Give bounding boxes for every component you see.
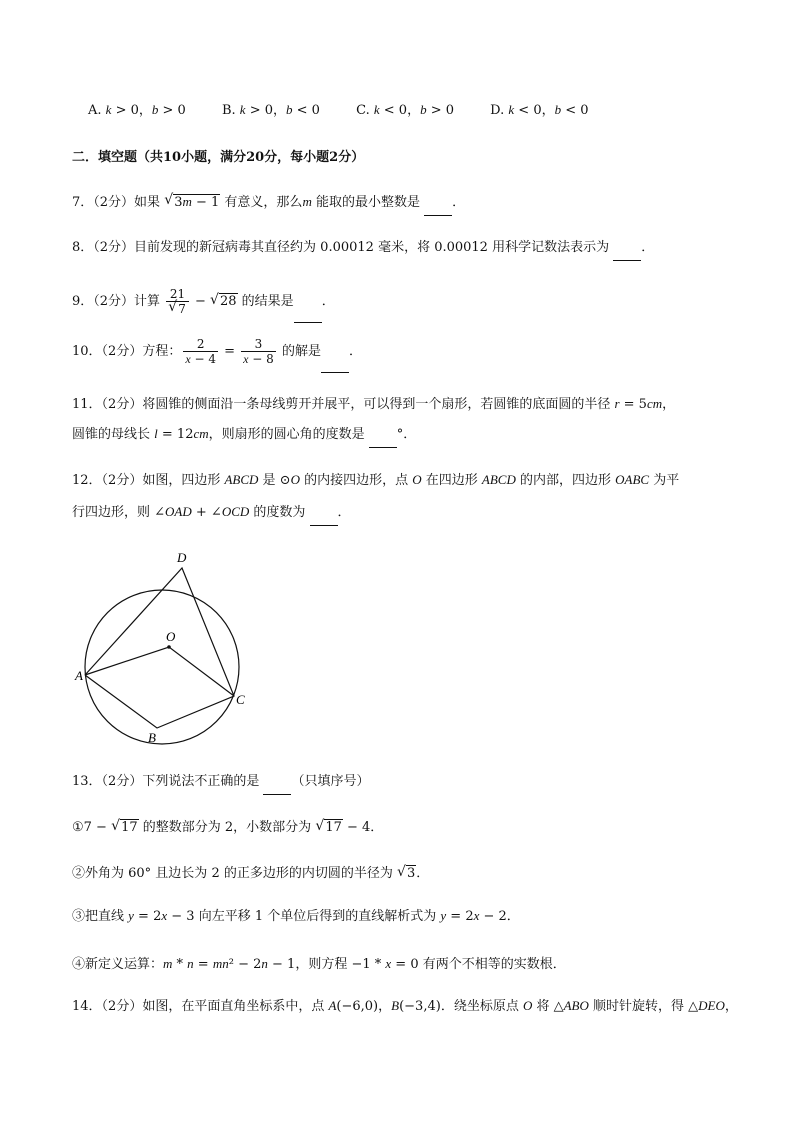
question-13: 13．（2分）下列说法不正确的是 （只填序号） [72,772,369,795]
answer-blank[interactable] [613,240,641,261]
question-7: 7．（2分）如果 √ 3m − 1 有意义，那么m 能取的最小整数是 ． [72,192,465,216]
question-14: 14．（2分）如图，在平面直角坐标系中，点 A(−6,0)，B(−3,4)．绕坐标原点 O 将 △ABO 顺时针旋转，得 △DEO， [72,998,738,1014]
option-b[interactable]: B. k > 0，b < 0 [221,102,320,118]
option-a[interactable]: A. k > 0，b > 0 [88,102,186,118]
question-11-line1: 11．（2分）将圆锥的侧面沿一条母线剪开并展平，可以得到一个扇形，若圆锥的底面圆的半径 r = 5cm， [72,396,676,412]
question-10: 10．（2分）方程： $\frac{2}{x - 4}$ = $\frac{3}{x - 8}$ 的解是 ． [72,334,362,373]
question-11-line2: 圆锥的母线长 l = 12cm，则扇形的圆心角的度数是 °． [72,424,416,448]
label-o: O [166,629,176,644]
answer-blank[interactable] [424,195,452,216]
circle-quadrilateral-figure [72,546,272,746]
q6-options [88,100,621,121]
question-12-line1: 12．（2分）如图，四边形 ABCD 是 ⊙O 的内接四边形，点 O 在四边形 ABCD 的内部，四边形 OABC 为平 [72,472,680,488]
option-c[interactable]: C. k < 0，b > 0 [356,102,455,118]
answer-blank[interactable] [369,427,397,448]
answer-blank[interactable] [294,286,322,323]
sqrt-expression: √ 3m − 1 [164,192,220,210]
answer-blank[interactable] [310,505,338,526]
fraction: $\frac{3}{x - 8}$ [243,337,274,366]
question-12-line2: 行四边形，则 ∠OAD + ∠OCD 的度数为 ． [72,502,351,526]
quad-abcd [85,568,234,728]
label-a: A [75,668,83,683]
question-8: 8．（2分）目前发现的新冠病毒其直径约为 0.00012 毫米，将 0.00012 用科学记数法表示为 ． [72,238,654,261]
statement-4: ④新定义运算：m * n = mn² − 2n − 1，则方程 −1 * x = 0 有两个不相等的实数根． [72,956,566,972]
label-c: C [236,692,245,707]
label-b: B [148,730,156,745]
option-d[interactable]: D. k < 0，b < 0 [490,102,589,118]
label-d: D [177,550,187,565]
statement-1: ①7 − √ 17 的整数部分为 2，小数部分为 √ 17 − 4． [72,818,384,835]
statement-3: ③把直线 y = 2x − 3 向左平移 1 个单位后得到的直线解析式为 y = 2x − 2． [72,908,520,924]
question-9: 9．（2分）计算 21 √ 7 − √ 28 的结果是 ． [72,284,335,323]
fraction: $\frac{2}{x - 4}$ [185,337,216,366]
quad-oabc [85,647,234,696]
answer-blank[interactable] [263,774,291,795]
answer-blank[interactable] [321,336,349,373]
statement-2: ②外角为 60° 且边长为 2 的正多边形的内切圆的半径为 √ 3． [72,864,430,881]
section-heading: 二．填空题（共10小题，满分20分，每小题2分） [72,150,365,165]
fraction: 21 √ 7 [166,287,189,316]
point-o [167,645,171,649]
